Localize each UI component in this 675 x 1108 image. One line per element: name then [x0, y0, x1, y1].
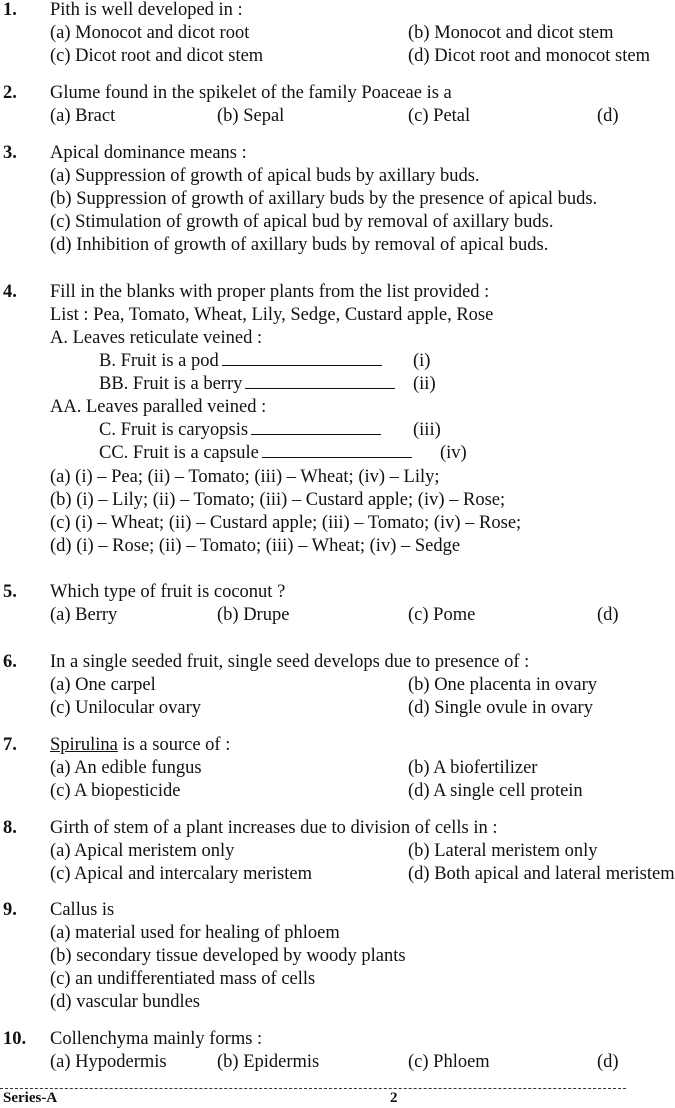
- key-line-c: [99, 420, 384, 441]
- question-number: 10.: [3, 1029, 27, 1049]
- option-b[interactable]: (b) Lateral meristem only: [408, 841, 598, 861]
- option-b[interactable]: (b) Sepal: [217, 106, 285, 126]
- key-line-cc: [99, 443, 415, 464]
- question-number: 7.: [3, 735, 17, 755]
- option-d[interactable]: (d): [597, 1052, 619, 1072]
- question-text: Girth of stem of a plant increases due to division of cells in :: [50, 818, 498, 838]
- option-a[interactable]: (a) material used for healing of phloem: [50, 923, 340, 943]
- option-a[interactable]: (a) Monocot and dicot root: [50, 23, 250, 43]
- blank-tag-ii: (ii): [413, 374, 436, 394]
- option-b[interactable]: (b) One placenta in ovary: [408, 675, 598, 695]
- option-b[interactable]: (b) A biofertilizer: [408, 758, 538, 778]
- question-number: 6.: [3, 652, 17, 672]
- option-d[interactable]: (d) vascular bundles: [50, 992, 201, 1012]
- blank-i: [222, 351, 382, 366]
- option-b[interactable]: (b) Suppression of growth of axillary buds by the presence of apical buds.: [50, 189, 598, 209]
- question-text: Which type of fruit is coconut ?: [50, 582, 286, 602]
- question-text: Collenchyma mainly forms :: [50, 1029, 263, 1049]
- blank-iv: [262, 443, 412, 458]
- option-d[interactable]: (d) Dicot root and monocot stem: [408, 46, 650, 66]
- option-b[interactable]: (b) secondary tissue developed by woody plants: [50, 946, 406, 966]
- page-number: 2: [390, 1090, 398, 1106]
- option-b[interactable]: (b) Epidermis: [217, 1052, 320, 1072]
- key-heading-aa: AA. Leaves paralled veined :: [50, 397, 267, 417]
- key-line-b: [99, 351, 385, 372]
- option-c[interactable]: (c) Pome: [408, 605, 476, 625]
- option-c[interactable]: (c) (i) – Wheat; (ii) – Custard apple; (iii) – Tomato; (iv) – Rose;: [50, 513, 522, 533]
- option-c[interactable]: (c) an undifferentiated mass of cells: [50, 969, 316, 989]
- question-text: Pith is well developed in :: [50, 0, 243, 20]
- question-text-rest: is a source of :: [117, 735, 231, 755]
- option-a[interactable]: (a) (i) – Pea; (ii) – Tomato; (iii) – Wheat; (iv) – Lily;: [50, 467, 440, 487]
- option-d[interactable]: (d) (i) – Rose; (ii) – Tomato; (iii) – Wheat; (iv) – Sedge: [50, 536, 461, 556]
- option-c[interactable]: (c) Phloem: [408, 1052, 490, 1072]
- blank-tag-iii: (iii): [413, 420, 441, 440]
- key-line-bb-text: BB. Fruit is a berry: [99, 374, 243, 394]
- option-c[interactable]: (c) A biopesticide: [50, 781, 181, 801]
- option-a[interactable]: (a) An edible fungus: [50, 758, 202, 778]
- question-text: Callus is: [50, 900, 115, 920]
- option-c[interactable]: (c) Apical and intercalary meristem: [50, 864, 312, 884]
- option-b[interactable]: (b) Drupe: [217, 605, 290, 625]
- question-number: 5.: [3, 582, 17, 602]
- question-text: Apical dominance means :: [50, 143, 247, 163]
- key-line-bb: [99, 374, 398, 395]
- key-heading-a: A. Leaves reticulate veined :: [50, 328, 263, 348]
- blank-ii: [245, 374, 395, 389]
- option-a[interactable]: (a) Berry: [50, 605, 118, 625]
- question-number: 1.: [3, 0, 17, 20]
- question-number: 9.: [3, 900, 17, 920]
- option-a[interactable]: (a) Hypodermis: [50, 1052, 167, 1072]
- question-text: Glume found in the spikelet of the family Poaceae is a: [50, 83, 452, 103]
- option-d[interactable]: (d) A single cell protein: [408, 781, 583, 801]
- question-number: 3.: [3, 143, 17, 163]
- option-b[interactable]: (b) Monocot and dicot stem: [408, 23, 614, 43]
- option-d[interactable]: (d): [597, 106, 619, 126]
- question-text: In a single seeded fruit, single seed develops due to presence of :: [50, 652, 530, 672]
- option-d[interactable]: (d): [597, 605, 619, 625]
- option-d[interactable]: (d) Single ovule in ovary: [408, 698, 593, 718]
- option-d[interactable]: (d) Inhibition of growth of axillary buds by removal of apical buds.: [50, 235, 549, 255]
- key-line-c-text: C. Fruit is caryopsis: [99, 420, 249, 440]
- key-line-cc-text: CC. Fruit is a capsule: [99, 443, 259, 463]
- option-c[interactable]: (c) Unilocular ovary: [50, 698, 202, 718]
- organism-name: Spirulina: [50, 735, 118, 755]
- plant-list: List : Pea, Tomato, Wheat, Lily, Sedge, Custard apple, Rose: [50, 305, 494, 325]
- option-a[interactable]: (a) Bract: [50, 106, 116, 126]
- question-number: 4.: [3, 282, 17, 302]
- option-a[interactable]: (a) Apical meristem only: [50, 841, 235, 861]
- footer-divider: [0, 1088, 626, 1089]
- question-text: Fill in the blanks with proper plants from the list provided :: [50, 282, 490, 302]
- option-d[interactable]: (d) Both apical and lateral meristem: [408, 864, 675, 884]
- series-label: Series-A: [3, 1090, 58, 1106]
- blank-tag-i: (i): [413, 351, 431, 371]
- option-c[interactable]: (c) Dicot root and dicot stem: [50, 46, 264, 66]
- blank-tag-iv: (iv): [440, 443, 467, 463]
- blank-iii: [251, 420, 381, 435]
- option-a[interactable]: (a) One carpel: [50, 675, 156, 695]
- option-c[interactable]: (c) Stimulation of growth of apical bud by removal of axillary buds.: [50, 212, 554, 232]
- option-c[interactable]: (c) Petal: [408, 106, 471, 126]
- question-text: [50, 735, 230, 756]
- question-number: 8.: [3, 818, 17, 838]
- key-line-b-text: B. Fruit is a pod: [99, 351, 219, 371]
- question-number: 2.: [3, 83, 17, 103]
- option-b[interactable]: (b) (i) – Lily; (ii) – Tomato; (iii) – Custard apple; (iv) – Rose;: [50, 490, 506, 510]
- option-a[interactable]: (a) Suppression of growth of apical buds by axillary buds.: [50, 166, 480, 186]
